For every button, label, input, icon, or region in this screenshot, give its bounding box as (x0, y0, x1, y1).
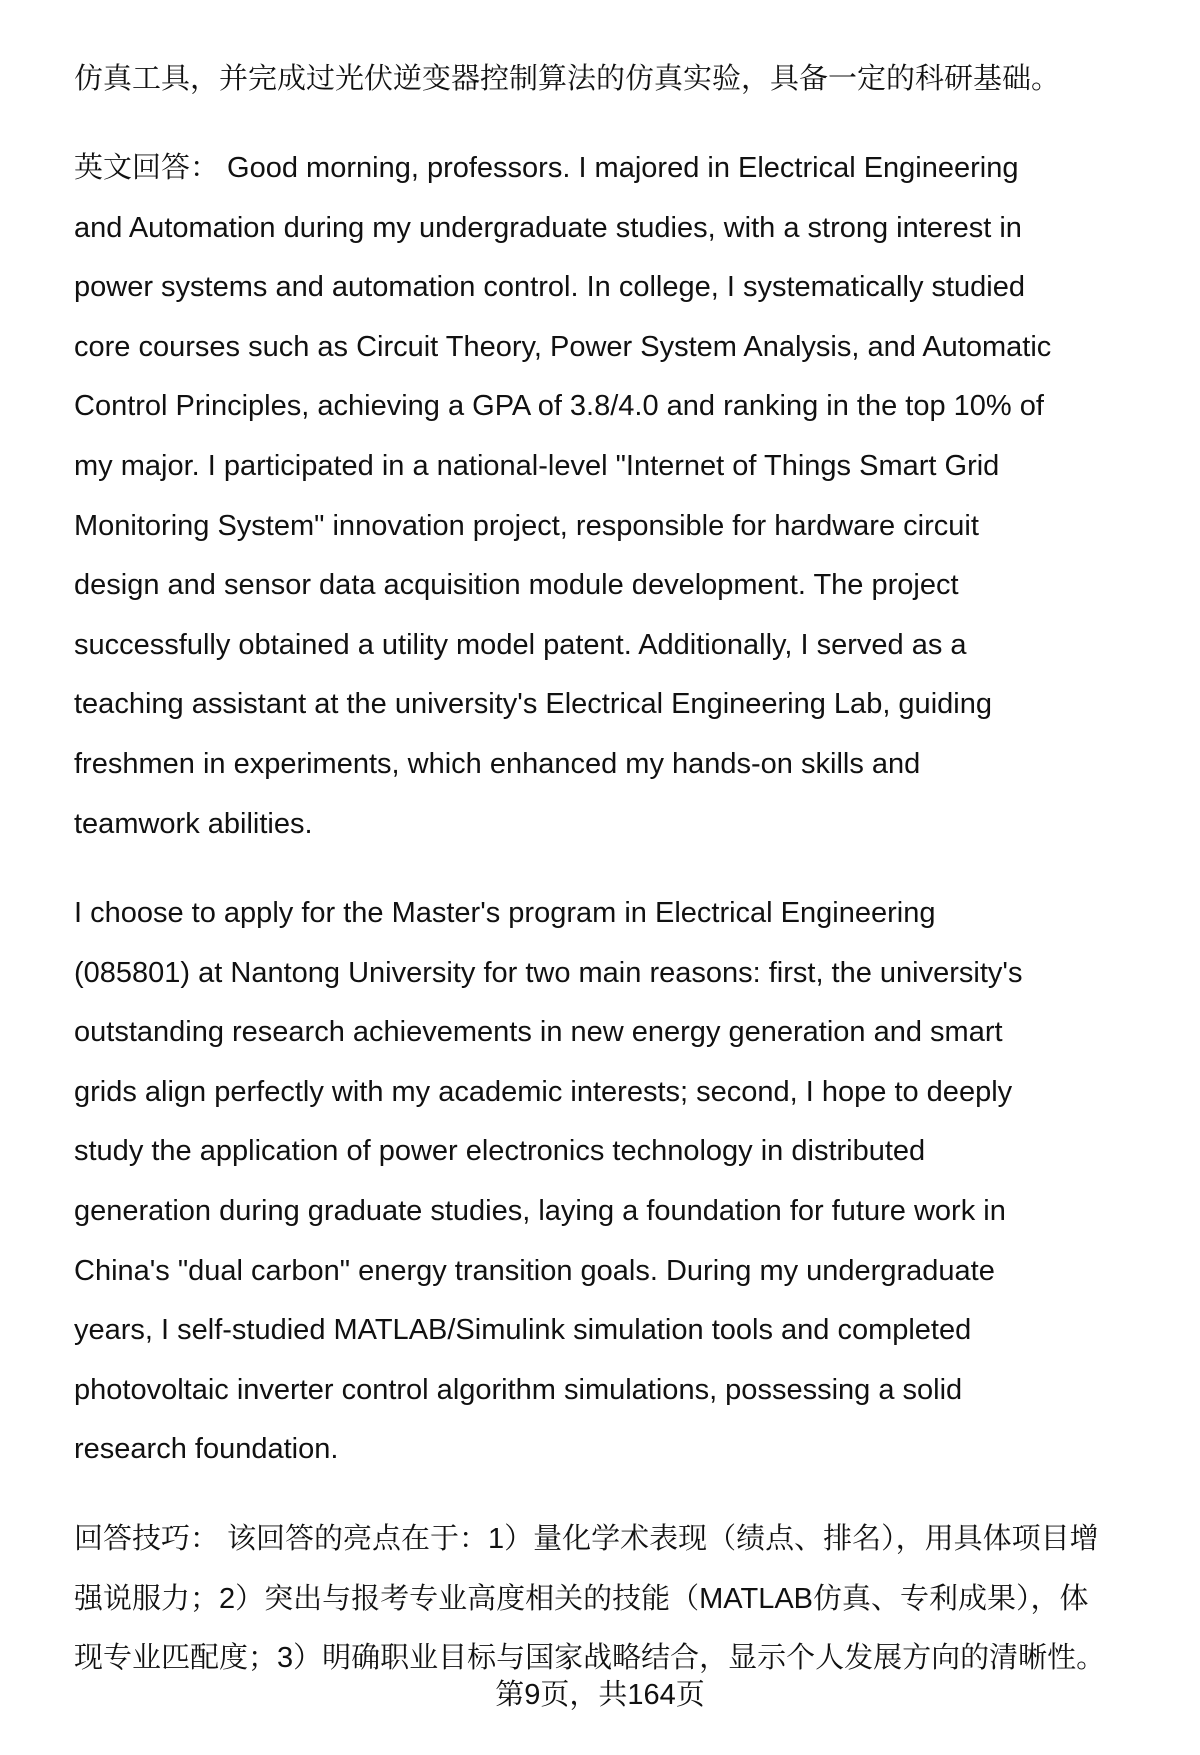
text-line: Monitoring System" innovation project, responsible for hardware circuit (74, 509, 979, 542)
paragraph-chinese-tail (74, 50, 1174, 110)
text-line: successfully obtained a utility model patent. Additionally, I served as a (74, 628, 967, 661)
text-line: (085801) at Nantong University for two main reasons: first, the university's (74, 956, 1023, 989)
paragraph-answer-tips (74, 1510, 1174, 1689)
text-line: my major. I participated in a national-level "Internet of Things Smart Grid (74, 449, 1000, 482)
text-line: research foundation. (74, 1433, 339, 1466)
text-line: study the application of power electronics technology in distributed (74, 1135, 926, 1168)
paragraph-english-answer (74, 139, 1174, 854)
paragraph-application-reasons (74, 884, 1174, 1480)
text-line: 仿真工具，并完成过光伏逆变器控制算法的仿真实验，具备一定的科研基础。 (74, 63, 1061, 95)
text-line: core courses such as Circuit Theory, Power System Analysis, and Automatic (74, 330, 1052, 363)
text-line: 现专业匹配度；3）明确职业目标与国家战略结合，显示个人发展方向的清晰性。 (74, 1642, 1106, 1675)
text-line: Control Principles, achieving a GPA of 3.8/4.0 and ranking in the top 10% of (74, 390, 1044, 423)
text-line: freshmen in experiments, which enhanced my hands-on skills and (74, 747, 921, 780)
text-line: 英文回答： Good morning, professors. I majored in Electrical Engineering (74, 152, 1019, 184)
text-line: 强说服力；2）突出与报考专业高度相关的技能（MATLAB仿真、专利成果），体 (74, 1582, 1089, 1615)
text-line: years, I self-studied MATLAB/Simulink simulation tools and completed (74, 1314, 972, 1347)
text-line: photovoltaic inverter control algorithm simulations, possessing a solid (74, 1373, 963, 1406)
text-line: power systems and automation control. In college, I systematically studied (74, 271, 1026, 304)
text-line: I choose to apply for the Master's program in Electrical Engineering (74, 897, 936, 929)
text-line: and Automation during my undergraduate studies, with a strong interest in (74, 211, 1022, 244)
page-indicator: 第9页，共164页 (495, 1679, 705, 1711)
text-line: teaching assistant at the university's Electrical Engineering Lab, guiding (74, 688, 992, 721)
text-line: teamwork abilities. (74, 807, 313, 840)
text-line: generation during graduate studies, laying a foundation for future work in (74, 1194, 1006, 1227)
text-line: outstanding research achievements in new energy generation and smart (74, 1016, 1003, 1049)
text-line: design and sensor data acquisition module development. The project (74, 569, 959, 602)
text-line: China's "dual carbon" energy transition goals. During my undergraduate (74, 1254, 995, 1287)
text-line: grids align perfectly with my academic interests; second, I hope to deeply (74, 1075, 1013, 1108)
text-line: 回答技巧： 该回答的亮点在于：1）量化学术表现（绩点、排名），用具体项目增 (74, 1523, 1099, 1555)
